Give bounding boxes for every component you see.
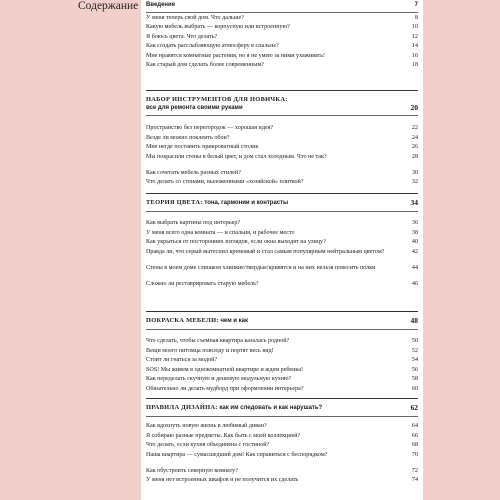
- toc-entry-title: Мы покрасили стены в белый цвет, и дом стал холодным. Что не так?: [146, 153, 327, 160]
- toc-entry-page: 56: [411, 366, 418, 373]
- toc-entry: [146, 348, 418, 355]
- section-title: ПРАВИЛА ДИЗАЙНА: как им следовать и как нарушать?: [146, 404, 323, 411]
- divider: [146, 211, 418, 212]
- toc-entry-title: Правда ли, что серый вытеснил кремовый и стал самым популярным нейтральным цветом?: [146, 248, 385, 255]
- divider: [146, 398, 418, 399]
- section-title: ПОКРАСКА МЕБЕЛИ: чем и как: [146, 317, 248, 324]
- toc-entry: [146, 53, 418, 60]
- toc-entry-page: 18: [411, 62, 418, 68]
- toc-entry: [146, 338, 418, 345]
- toc-entry-page: 12: [411, 33, 418, 40]
- toc-entry-title: Везде ли можно поклеить обои?: [146, 134, 230, 141]
- toc-entry-title: Я собираю разные предметы. Как быть с моей коллекцией?: [146, 432, 301, 439]
- sidebar-title: Содержание: [78, 0, 139, 12]
- toc-entry-title: Вещи моего питомца повсюду и портят весь вид!: [146, 347, 274, 354]
- toc-entry-page: 54: [411, 357, 418, 364]
- section-heading: [146, 96, 418, 112]
- toc-entry-page: 60: [411, 386, 418, 392]
- divider: [146, 12, 418, 13]
- toc-entry-title: Стены в моем доме слишком хлипкие/твердые/кривятся и на них нельзя повесить полки: [146, 264, 376, 271]
- section-title: НАБОР ИНСТРУМЕНТОВ ДЛЯ НОВИЧКА: все для ремонта своими руками: [146, 96, 288, 111]
- toc-entry-title: Что делать со стенами, выложенными «хозяйской» плиткой?: [146, 179, 304, 186]
- toc-entry-page: 42: [411, 248, 418, 255]
- toc-entry: [146, 135, 418, 142]
- toc-entry: [146, 423, 418, 430]
- toc-entry-page: 72: [411, 467, 418, 474]
- section-page: 20: [410, 103, 418, 112]
- toc-entry: [146, 179, 418, 186]
- toc-entry-title: Стоит ли гнаться за модой?: [146, 357, 218, 364]
- toc-entry-title: Обязательно ли делать мудборд при оформлении интерьера?: [146, 386, 304, 392]
- toc-entry: [146, 452, 418, 459]
- toc-entry-page: 68: [411, 442, 418, 449]
- toc-entry-title: SOS! Мы живем в однокомнатной квартире и ждем ребенка!: [146, 366, 303, 373]
- toc-entry: [146, 367, 418, 374]
- toc-entry-page: 74: [411, 477, 418, 484]
- toc-entry-title: Как старый дом сделать более современным?: [146, 62, 264, 68]
- section-page: 48: [410, 316, 418, 325]
- toc-entry-page: 46: [411, 280, 418, 287]
- toc-entry-title: Как обустроить северную комнату?: [146, 467, 238, 474]
- toc-entry: [146, 154, 418, 161]
- toc-entry-title: Наша квартира — сумасшедший дом! Как справиться с беспорядком?: [146, 451, 328, 458]
- section-heading: [146, 199, 418, 207]
- toc-entry-page: 70: [411, 451, 418, 458]
- toc-entry-title: Мне негде поставить прикроватный столик: [146, 144, 259, 151]
- toc-entry-page: 26: [411, 144, 418, 151]
- toc-entry-page: 44: [411, 264, 418, 271]
- toc-entry-title: У меня всего одна комната — и спальня, и рабочее место: [146, 229, 295, 236]
- divider: [146, 416, 418, 417]
- toc-entry-page: 7: [414, 2, 418, 8]
- toc-entry: [146, 281, 418, 288]
- toc-entry: [146, 24, 418, 31]
- toc-entry-page: 14: [411, 43, 418, 50]
- toc-entry-title: Я боюсь цвета. Что делать?: [146, 33, 218, 40]
- toc-entry: [146, 376, 418, 383]
- toc-entry-title: Что делать, если кухня объединена с гостиной?: [146, 442, 270, 449]
- toc-entry: [146, 477, 418, 484]
- divider: [146, 193, 418, 194]
- toc-entry-page: 66: [411, 432, 418, 439]
- toc-entry: [146, 144, 418, 151]
- toc-entry-title: Сложно ли реставрировать старую мебель?: [146, 280, 259, 287]
- toc-entry-page: 38: [411, 229, 418, 236]
- toc-entry-page: 28: [411, 153, 418, 160]
- toc-entry: [146, 265, 418, 272]
- toc-entry-page: 16: [411, 52, 418, 59]
- section-page: 34: [410, 198, 418, 207]
- toc-entry: [146, 15, 418, 22]
- toc-entry-page: 32: [411, 179, 418, 186]
- toc-entry-title: Как вдохнуть новую жизнь в любимый диван?: [146, 423, 267, 429]
- toc-entry-title: Что сделать, чтобы съемная квартира казалась родной?: [146, 338, 290, 344]
- toc-entry-page: 30: [411, 169, 418, 176]
- toc-entry: [146, 442, 418, 449]
- toc-entry-title: Как сочетать мебель разных стилей?: [146, 169, 241, 176]
- toc-entry-title: У меня нет встроенных шкафов и не получится их сделать: [146, 477, 299, 484]
- toc-entry-title: Как переделать скучную и дешевую модульную кухню?: [146, 376, 292, 383]
- toc-entry: [146, 357, 418, 364]
- divider: [146, 90, 418, 91]
- toc-entry: [146, 34, 418, 41]
- section-heading: [146, 404, 418, 412]
- toc-entry-page: 64: [411, 423, 418, 429]
- divider: [146, 329, 418, 330]
- toc-entry: [146, 2, 418, 9]
- toc-entry-page: 36: [411, 220, 418, 226]
- toc-entry: [146, 468, 418, 475]
- section-heading: [146, 317, 418, 325]
- section-title: ТЕОРИЯ ЦВЕТА: тона, гармонии и контрасты: [146, 199, 289, 206]
- toc-entry: [146, 43, 418, 50]
- section-page: 62: [410, 403, 418, 412]
- toc-entry-page: 52: [411, 347, 418, 354]
- toc-entry-title: У меня теперь свой дом. Что дальше?: [146, 15, 244, 21]
- toc-entry-title: Как выбрать картины под интерьер?: [146, 220, 241, 226]
- toc-entry: [146, 249, 418, 256]
- toc-entry-title: Как укрыться от посторонних взглядов, если окна выходят на улицу?: [146, 239, 326, 246]
- toc-entry: [146, 62, 418, 69]
- toc-entry-page: 8: [414, 15, 418, 21]
- toc-entry: [146, 386, 418, 393]
- toc-entry: [146, 230, 418, 237]
- toc-entry-page: 40: [411, 239, 418, 246]
- toc-entry-title: Какую мебель выбрать — корпусную или встроенную?: [146, 24, 290, 31]
- toc-entry-page: 50: [411, 338, 418, 344]
- toc-entry: [146, 220, 418, 227]
- divider: [146, 115, 418, 116]
- toc-entry-title: Введение: [146, 2, 176, 8]
- toc-entry: [146, 433, 418, 440]
- divider: [146, 311, 418, 312]
- toc-entry-title: Как создать расслабляющую атмосферу в спальне?: [146, 43, 279, 50]
- toc-entry: [146, 125, 418, 132]
- toc-entry: [146, 239, 418, 246]
- toc-entry-page: 24: [411, 134, 418, 141]
- toc-entry-title: Пространство без перегородок — хорошая идея?: [146, 125, 274, 131]
- toc-entry-page: 22: [411, 125, 418, 131]
- toc-entry-page: 58: [411, 376, 418, 383]
- toc-entry-page: 10: [411, 24, 418, 31]
- toc-entry: [146, 170, 418, 177]
- toc-entry-title: Мне нравятся комнатные растения, но я не умею за ними ухаживать!: [146, 52, 326, 59]
